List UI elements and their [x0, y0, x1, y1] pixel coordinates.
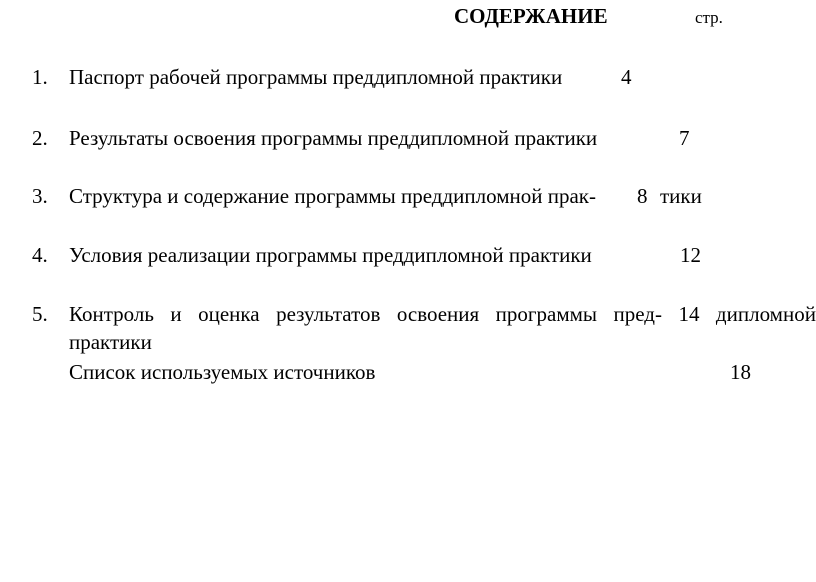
toc-item-number: 1.: [32, 65, 48, 89]
sources-text: Список используемых источников: [69, 360, 376, 384]
toc-item-word: оценка: [198, 302, 260, 326]
toc-item-page: 14: [678, 302, 700, 326]
toc-item-word: дипломной: [715, 302, 816, 326]
toc-item-word: и: [170, 302, 182, 326]
toc-item-number: 2.: [32, 126, 48, 150]
toc-item-page: 8: [637, 184, 648, 208]
page-title: СОДЕРЖАНИЕ: [454, 4, 608, 28]
sources-page: 18: [730, 360, 751, 384]
toc-item-text: Условия реализации программы преддипломной практики: [69, 243, 592, 267]
toc-item-page: 4: [621, 65, 632, 89]
toc-item-text: Структура и содержание программы преддипломной прак-: [69, 184, 596, 208]
toc-item-number: 3.: [32, 184, 48, 208]
toc-item-word: пред-: [613, 302, 662, 326]
toc-item-text-continuation: тики: [660, 184, 702, 208]
toc-item-page: 7: [679, 126, 690, 150]
toc-item-text: Результаты освоения программы преддипломной практики: [69, 126, 598, 150]
toc-item-text-continuation: практики: [69, 330, 152, 354]
toc-item-word: Контроль: [69, 302, 154, 326]
toc-item-page: 12: [680, 243, 701, 267]
toc-item-word: программы: [495, 302, 598, 326]
toc-item-text: Паспорт рабочей программы преддипломной практики: [69, 65, 563, 89]
toc-item-number: 5.: [32, 302, 48, 326]
toc-item-number: 4.: [32, 243, 48, 267]
toc-item-word: результатов: [276, 302, 381, 326]
toc-item-word: освоения: [396, 302, 480, 326]
page-column-header: стр.: [695, 8, 723, 27]
toc-item-text: [69, 304, 816, 325]
